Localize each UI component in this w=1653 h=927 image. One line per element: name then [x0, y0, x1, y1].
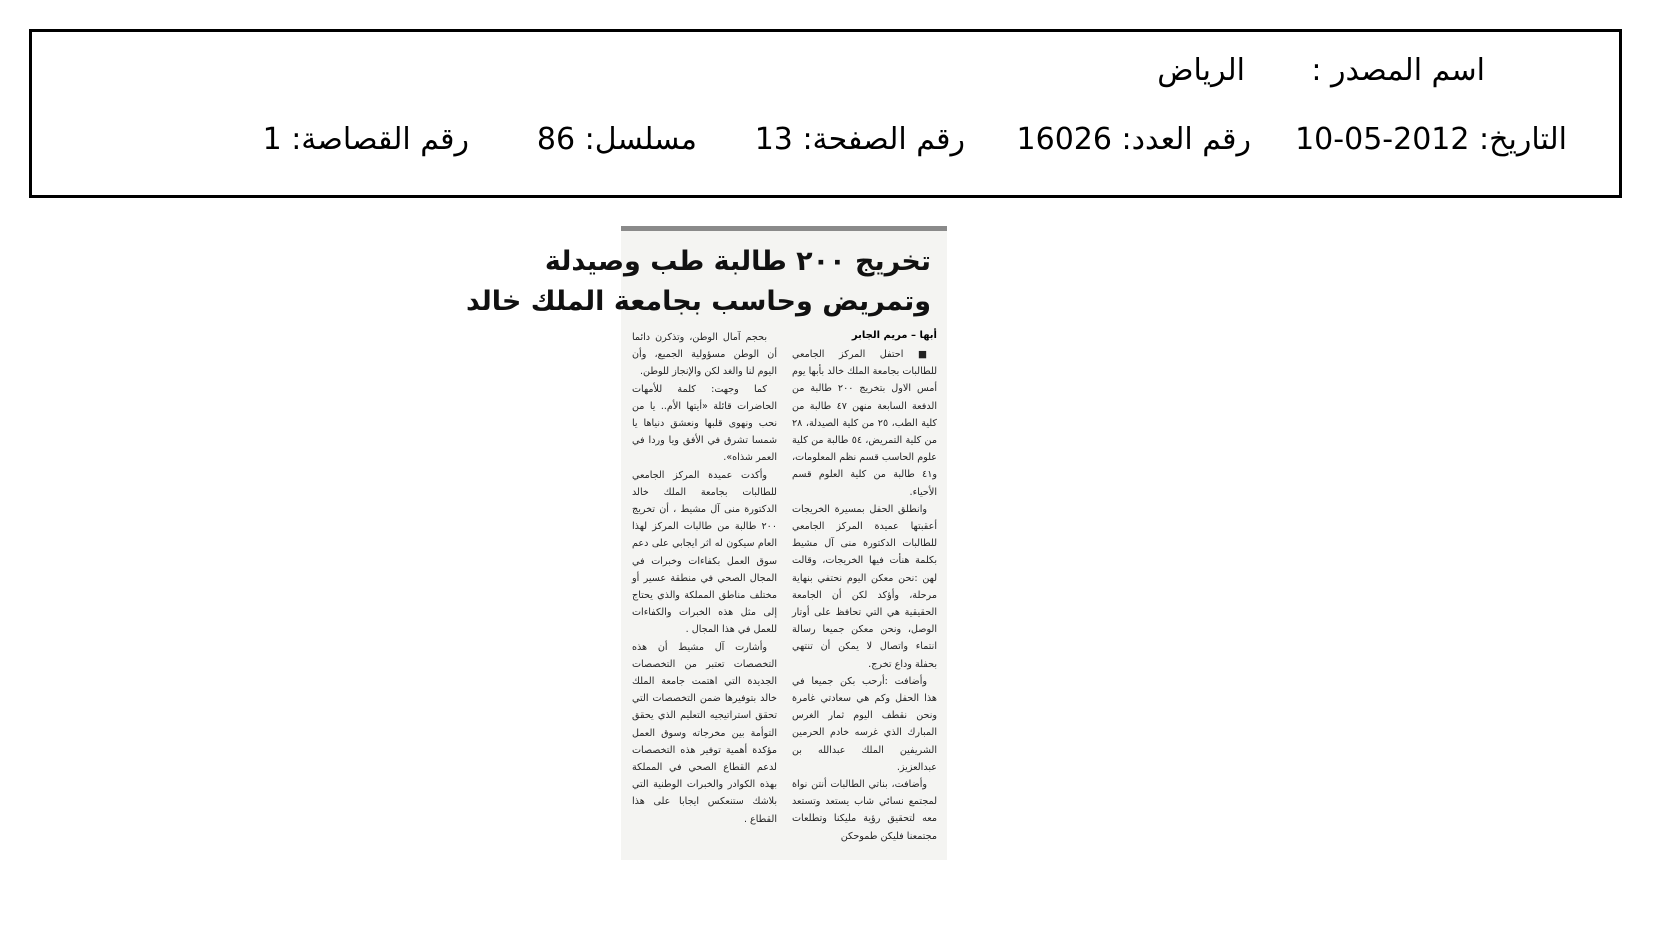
clipping-top-rule [621, 226, 947, 231]
article-headline-line2: وتمريض وحاسب بجامعة الملك خالد [466, 286, 931, 317]
clip-number-field: رقم القصاصة: 1 [262, 122, 469, 157]
article-headline-line1: تخريج ٢٠٠ طالبة طب وصيدلة [544, 246, 931, 277]
paragraph: ■ احتفل المركز الجامعي للطالبات بجامعة الملك خالد بأبها يوم أمس الاول بتخريج ٢٠٠ طالبة من الدفعة السابعة منهن ٤٧ طالبة من كلية الطب، ٢٥ من كلية الصيدلة، ٢٨ من كلية التمريض، ٥٤ طالبة من كلية علوم الحاسب قسم نظم المعلومات، و٤١ طالبة من كلية العلوم قسم الأحياء. [792, 349, 938, 498]
page-number-field: رقم الصفحة: 13 [754, 122, 965, 157]
article-column-left [632, 329, 777, 828]
paragraph: وأضافت، بناتي الطالبات أنتن نواة لمجتمع نسائي شاب يستعد وتستعد معه لتحقيق رؤية مليكنا وتطلعات مجتمعنا فليكن طموحكن [792, 779, 937, 842]
newspaper-clipping [466, 226, 947, 860]
issue-number-field: رقم العدد: 16026 [1016, 122, 1251, 157]
serial-number-field: مسلسل: 86 [536, 122, 697, 157]
paragraph: وانطلق الحفل بمسيرة الخريجات أعقبتها عميدة المركز الجامعي للطالبات الدكتورة منى آل مشيط بكلمة هنأت فيها الخريجات، وقالت لهن :نحن معكن اليوم نحتفي بنهاية مرحلة، وأؤكد لكن أن الجامعة الحقيقية هي التي تحافظ على أوتار الوصل، ونحن معكن جميعا رسالة انتماء واتصال لا يمكن أن تنتهي بحفلة وداع تخرج. [792, 503, 937, 670]
paragraph: وأشارت آل مشيط أن هذه التخصصات تعتبر من التخصصات الجديدة التي اهتمت جامعة الملك خالد بتوفيرها ضمن التخصصات التي تحقق استراتيجيه التعليم الذي يحقق التوأمة بين مخرجاته وسوق العمل مؤكدة أهمية توفير هذه التخصصات لدعم القطاع الصحي في المملكة بهذه الكوادر والخبرات الوطنية التي بلاشك ستنعكس ايجابا على هذا القطاع . [632, 641, 777, 825]
paragraph: وأكدت عميدة المركز الجامعي للطالبات بجامعة الملك خالد الدكتورة منى آل مشيط ، أن تخريج ٢٠٠ طالبة من طالبات المركز لهذا العام سيكون له اثر ايجابي على دعم سوق العمل بكفاءات وخبرات في المجال الصحي في منطقة عسير أو مختلف مناطق المملكة والذي يحتاج إلى مثل هذه الخبرات والكفاءات للعمل في هذا المجال . [632, 469, 777, 636]
date-field: التاريخ: 2012-05-10 [1295, 122, 1567, 157]
clipping-info-box [29, 29, 1622, 198]
paragraph: وأضافت :أرحب بكن جميعا في هذا الحفل وكم هي سعادتي غامرة ونحن نقطف اليوم ثمار الغرس المبارك الذي غرسه خادم الحرمين الشريفين الملك عبدالله بن عبدالعزيز. [792, 675, 937, 773]
article-column-right [792, 346, 937, 845]
paragraph: بحجم آمال الوطن، وتذكرن دائما أن الوطن مسؤولية الجميع، وأن اليوم لنا والغد لكن والإنجاز للوطن. [632, 332, 777, 378]
source-label: اسم المصدر : [1311, 53, 1485, 88]
source-value: الرياض [1157, 53, 1245, 88]
article-byline: أبها – مريم الجابر [851, 330, 937, 341]
paragraph: كما وجهت: كلمة للأمهات الحاضرات قائلة «أيتها الأم.. يا من نحب ونهوى قلبها ونعشق دنياها يا شمسا تشرق في الأفق ويا وردا في العمر شذاه». [632, 383, 777, 464]
